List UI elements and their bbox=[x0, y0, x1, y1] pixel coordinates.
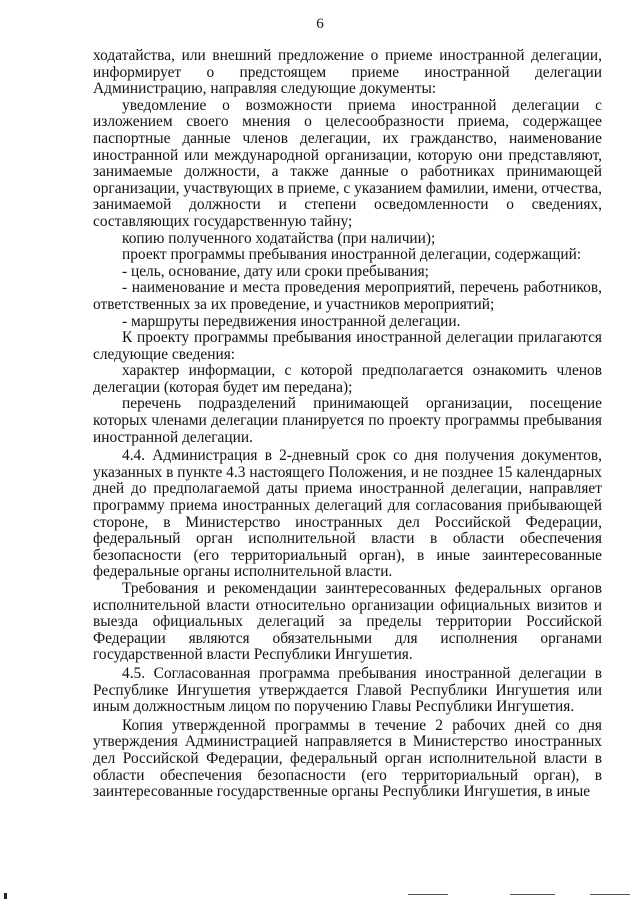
paragraph: проект программы пребывания иностранной делегации, содержащий: bbox=[122, 246, 582, 264]
scan-line bbox=[408, 894, 448, 895]
paragraph: К проекту программы пребывания иностранной делегации прилагаются следующие сведения: bbox=[93, 329, 602, 363]
paragraph: Требования и рекомендации заинтересованных федеральных органов исполнительной власти относительно организации официальных визитов и выезда официальных делегаций за пределы территории Российской Федерации являются обязательными для исполнения органами государственной власти Республики Ингушетия. bbox=[93, 580, 602, 664]
list-item: - наименование и места проведения мероприятий, перечень работников, ответственных за их проведение, и участников мероприятий; bbox=[93, 279, 602, 313]
scan-line bbox=[510, 894, 555, 895]
paragraph: ходатайства, или внешний предложение о приеме иностранной делегации, информирует о предстоящем приеме иностранной делегации Администрацию, направляя следующие документы: bbox=[93, 47, 602, 98]
list-item: - цель, основание, дату или сроки пребывания; bbox=[122, 262, 429, 280]
paragraph: перечень подразделений принимающей организации, посещение которых членами делегации планируется по проекту программы пребывания иностранной делегации. bbox=[93, 395, 602, 446]
paragraph: характер информации, с которой предполагается ознакомить членов делегации (которая будет им передана); bbox=[93, 362, 602, 396]
document-body bbox=[93, 48, 602, 801]
scan-mark bbox=[4, 893, 7, 899]
list-item: - маршруты передвижения иностранной делегации. bbox=[122, 312, 461, 330]
paragraph: уведомление о возможности приема иностранной делегации с изложением своего мнения о целесообразности приема, содержащее паспортные данные членов делегации, их гражданство, наименование иностранной или международной организации, которую они представляют, занимаемые должности, а также данные о работниках принимающей организации, участвующих в приеме, с указанием фамилии, имени, отчества, занимаемой должности и степени осведомленности о сведениях, составляющих государственную тайну; bbox=[93, 96, 602, 230]
page-number: 6 bbox=[316, 16, 324, 32]
paragraph-4-4: 4.4. Администрация в 2-дневный срок со дня получения документов, указанных в пункте 4.3 настоящего Положения, и не позднее 15 календарных дней до предполагаемой даты приема иностранной делегации, направляет программу приема иностранных делегаций для согласования прибывающей стороне, в Министерство иностранных дел Российской Федерации, федеральный орган исполнительной власти в области обеспечения безопасности (его территориальный орган), в иные заинтересованные федеральные органы исполнительной власти. bbox=[93, 447, 602, 581]
paragraph: копию полученного ходатайства (при наличии); bbox=[122, 229, 436, 247]
scan-line bbox=[590, 894, 630, 895]
paragraph: Копия утвержденной программы в течение 2 рабочих дней со дня утверждения Администрацией направляется в Министерство иностранных дел Российской Федерации, федеральный орган исполнительной власти в области обеспечения безопасности (его территориальный орган), в заинтересованные государственные органы Республики Ингушетия, в иные bbox=[93, 716, 602, 801]
paragraph-4-5: 4.5. Согласованная программа пребывания иностранной делегации в Республике Ингушетия утверждается Главой Республики Ингушетия или иным должностным лицом по поручению Главы Республики Ингушетия. bbox=[93, 664, 602, 716]
